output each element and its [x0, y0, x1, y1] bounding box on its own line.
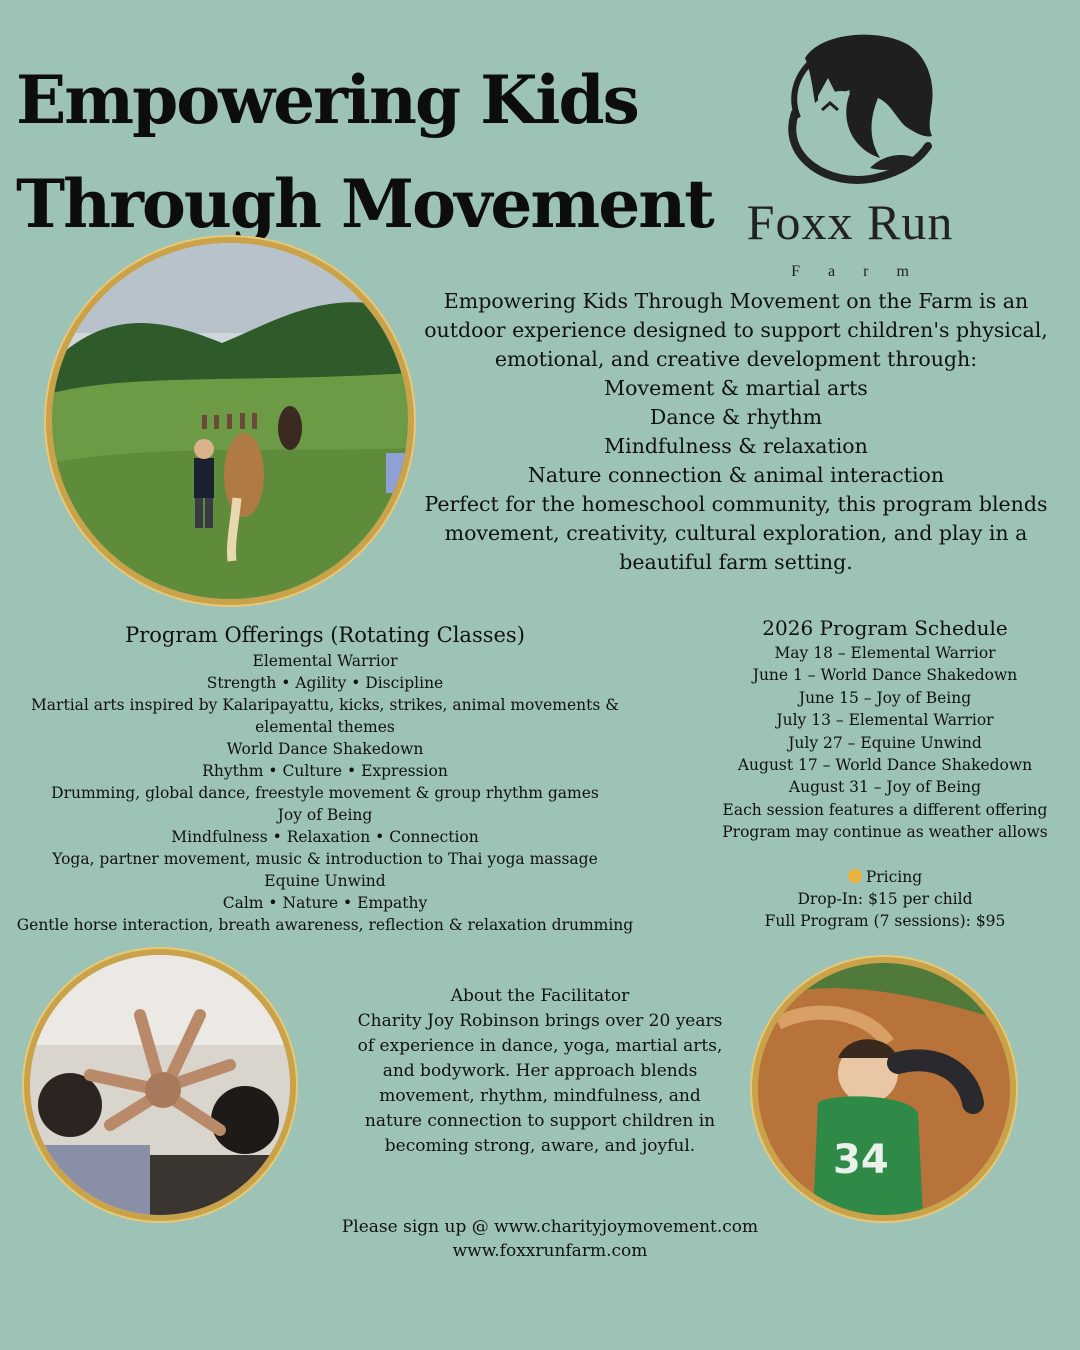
- signup-block: [280, 1215, 820, 1263]
- farm-logo: [700, 18, 1000, 280]
- horse-fox-logo-icon: [700, 18, 1000, 193]
- hands-circle-photo: [30, 955, 290, 1215]
- signup-link[interactable]: Please sign up @ www.charityjoymovement.com: [341, 1217, 759, 1237]
- offering-line: Elemental Warrior: [252, 652, 398, 670]
- sparkle-icon: [848, 869, 862, 883]
- offering-line: Rhythm • Culture • Expression: [202, 762, 448, 780]
- schedule-date: August 31 – Joy of Being: [788, 778, 982, 797]
- farm-website-link[interactable]: www.foxxrunfarm.com: [452, 1241, 648, 1261]
- svg-text:34: 34: [833, 1137, 889, 1183]
- intro-text: [418, 287, 1054, 577]
- page-title: [16, 48, 716, 256]
- offering-line: Gentle horse interaction, breath awareness, reflection & relaxation drumming: [16, 916, 634, 934]
- offering-line: Joy of Being: [277, 806, 373, 824]
- title-line-2: Through Movement: [16, 165, 713, 243]
- logo-subtitle: Farm: [791, 263, 937, 280]
- offerings-heading: Program Offerings (Rotating Classes): [125, 623, 525, 647]
- horse-walk-photo: [52, 243, 408, 599]
- logo-name: Foxx Run: [746, 194, 954, 250]
- intro-line: Mindfulness & relaxation: [604, 434, 868, 458]
- schedule-note: Each session features a different offering: [722, 800, 1048, 819]
- intro-line: Nature connection & animal interaction: [527, 463, 945, 487]
- offering-line: Yoga, partner movement, music & introduction to Thai yoga massage: [52, 850, 598, 868]
- intro-line: movement, creativity, cultural exploration, and play in a: [444, 521, 1028, 545]
- offering-line: Drumming, global dance, freestyle movement & group rhythm games: [51, 784, 599, 802]
- intro-line: beautiful farm setting.: [619, 550, 853, 574]
- offering-line: Equine Unwind: [264, 872, 386, 890]
- program-offerings: [0, 620, 650, 936]
- pricing-dropin: Drop-In: $15 per child: [797, 890, 973, 909]
- offering-line: World Dance Shakedown: [226, 740, 424, 758]
- about-facilitator: [340, 984, 740, 1159]
- intro-line: Dance & rhythm: [649, 405, 823, 429]
- schedule-date: July 27 – Equine Unwind: [788, 733, 982, 752]
- pricing-heading-label: Pricing: [865, 867, 923, 886]
- about-line: nature connection to support children in: [364, 1111, 716, 1131]
- intro-line: outdoor experience designed to support children's physical,: [424, 318, 1048, 342]
- schedule-date: June 15 – Joy of Being: [798, 688, 972, 707]
- offering-line: elemental themes: [255, 718, 395, 736]
- about-line: becoming strong, aware, and joyful.: [384, 1136, 696, 1156]
- intro-line: Empowering Kids Through Movement on the Farm is an: [443, 289, 1029, 313]
- schedule-note: Program may continue as weather allows: [722, 823, 1048, 842]
- about-line: Charity Joy Robinson brings over 20 years: [357, 1011, 723, 1031]
- intro-line: Perfect for the homeschool community, this program blends: [424, 492, 1048, 516]
- offering-line: Strength • Agility • Discipline: [206, 674, 444, 692]
- title-line-1: Empowering Kids: [16, 61, 638, 139]
- intro-line: emotional, and creative development through:: [494, 347, 978, 371]
- pricing-heading: [700, 866, 1070, 888]
- about-heading: About the Facilitator: [450, 986, 630, 1006]
- about-line: of experience in dance, yoga, martial arts,: [357, 1036, 723, 1056]
- offering-line: Mindfulness • Relaxation • Connection: [171, 828, 479, 846]
- intro-line: Movement & martial arts: [604, 376, 868, 400]
- about-line: movement, rhythm, mindfulness, and: [379, 1086, 701, 1106]
- schedule-date: June 1 – World Dance Shakedown: [752, 666, 1018, 685]
- schedule-date: May 18 – Elemental Warrior: [774, 644, 996, 662]
- offering-line: Calm • Nature • Empathy: [222, 894, 428, 912]
- schedule-heading: 2026 Program Schedule: [762, 616, 1008, 640]
- pricing-full: Full Program (7 sessions): $95: [764, 912, 1006, 931]
- boy-horse-hug-photo: [758, 963, 1010, 1215]
- schedule-date: July 13 – Elemental Warrior: [776, 711, 994, 730]
- offering-line: Martial arts inspired by Kalaripayattu, kicks, strikes, animal movements &: [30, 696, 620, 714]
- about-line: and bodywork. Her approach blends: [382, 1061, 698, 1081]
- schedule-date: August 17 – World Dance Shakedown: [737, 756, 1033, 775]
- program-schedule: [700, 614, 1070, 933]
